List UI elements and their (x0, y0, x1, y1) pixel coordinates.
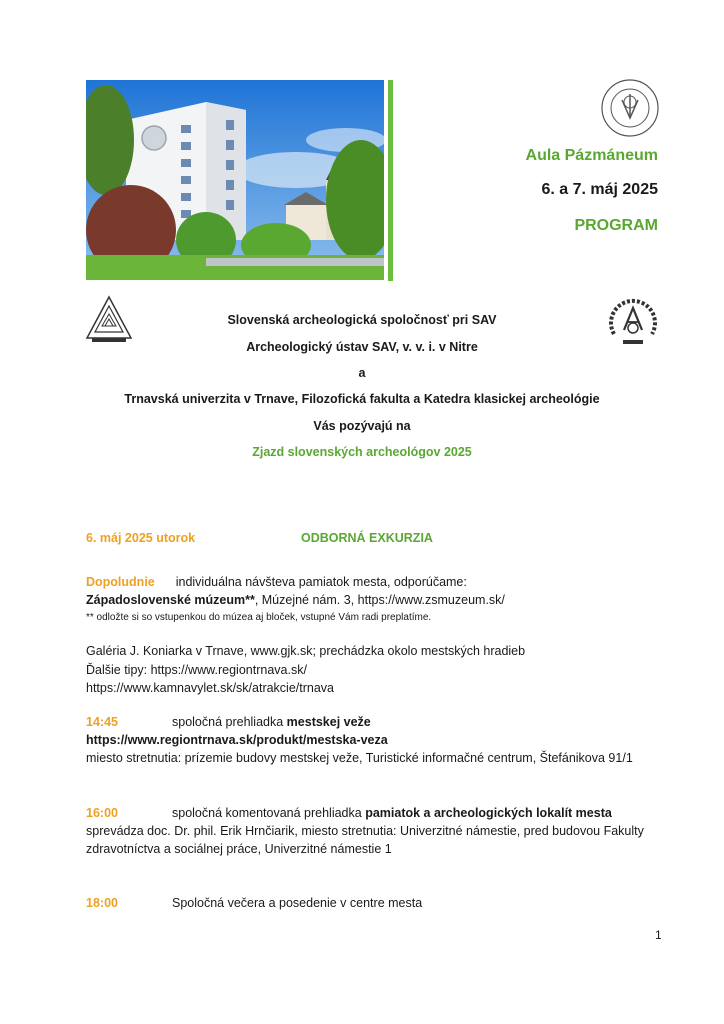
org-line-2: Archeologický ústav SAV, v. v. i. v Nitre (246, 340, 478, 354)
event-dates: 6. a 7. máj 2025 (541, 181, 658, 198)
page-number: 1 (655, 928, 662, 942)
morning-line-3: https://www.kamnavylet.sk/sk/atrakcie/trnava (86, 681, 335, 695)
monuments-tour (172, 804, 612, 822)
time-1600: 16:00 (86, 806, 118, 820)
time-1800: 18:00 (86, 896, 118, 910)
morning-block (86, 573, 686, 591)
program-heading: PROGRAM (574, 217, 658, 234)
museum-note: ** odložte si so vstupenkou do múzea aj bloček, vstupné Vám radi preplatíme. (86, 612, 432, 623)
org-line-1: Slovenská archeologická spoločnosť pri SAV (227, 313, 497, 327)
museum-line (86, 591, 686, 609)
morning-line-1: Galéria J. Koniarka v Trnave, www.gjk.sk; prechádzka okolo mestských hradieb (86, 644, 526, 658)
accent-bar (388, 80, 393, 281)
dinner: Spoločná večera a posedenie v centre mesta (172, 896, 423, 910)
tower-link[interactable]: https://www.regiontrnava.sk/produkt/mestska-veza (86, 733, 388, 747)
monuments-tour-bold: pamiatok a archeologických lokalít mesta (365, 806, 612, 820)
venue-title: Aula Pázmáneum (525, 147, 658, 164)
tower-meeting: miesto stretnutia: prízemie budovy mestskej veže, Turistické informačné centrum, Štefánikova 91/1 (86, 751, 633, 765)
monuments-address: zdravotníctva a sociálnej práce, Univerzitné námestie 1 (86, 842, 392, 856)
invite-line: Vás pozývajú na (313, 419, 411, 433)
morning-text: individuálna návšteva pamiatok mesta, odporúčame: (175, 575, 467, 589)
day-date: 6. máj 2025 utorok (86, 531, 196, 545)
museum-address: , Múzejné nám. 3, https://www.zsmuzeum.sk/ (254, 593, 505, 607)
org-line-4: Trnavská univerzita v Trnave, Filozofická fakulta a Katedra klasickej archeológie (124, 392, 600, 406)
org-line-3: a (358, 366, 366, 380)
tower-tour-bold: mestskej veže (286, 715, 371, 729)
day-title: ODBORNÁ EXKURZIA (301, 531, 433, 545)
morning-line-2: Ďalšie tipy: https://www.regiontrnava.sk/ (86, 663, 307, 677)
monuments-guide: sprevádza doc. Dr. phil. Erik Hrnčiarik, miesto stretnutia: Univerzitné námestie, pred budovou Fakulty (86, 824, 644, 838)
tower-tour-text: spoločná prehliadka (172, 715, 287, 729)
time-1445: 14:45 (86, 715, 118, 729)
event-name: Zjazd slovenských archeológov 2025 (252, 445, 472, 459)
tower-tour (172, 713, 371, 731)
museum-name: Západoslovenské múzeum** (86, 593, 255, 607)
morning-label: Dopoludnie (86, 575, 155, 589)
university-seal-icon (600, 78, 660, 138)
monuments-tour-text: spoločná komentovaná prehliadka (172, 806, 366, 820)
building-photo (86, 80, 384, 280)
